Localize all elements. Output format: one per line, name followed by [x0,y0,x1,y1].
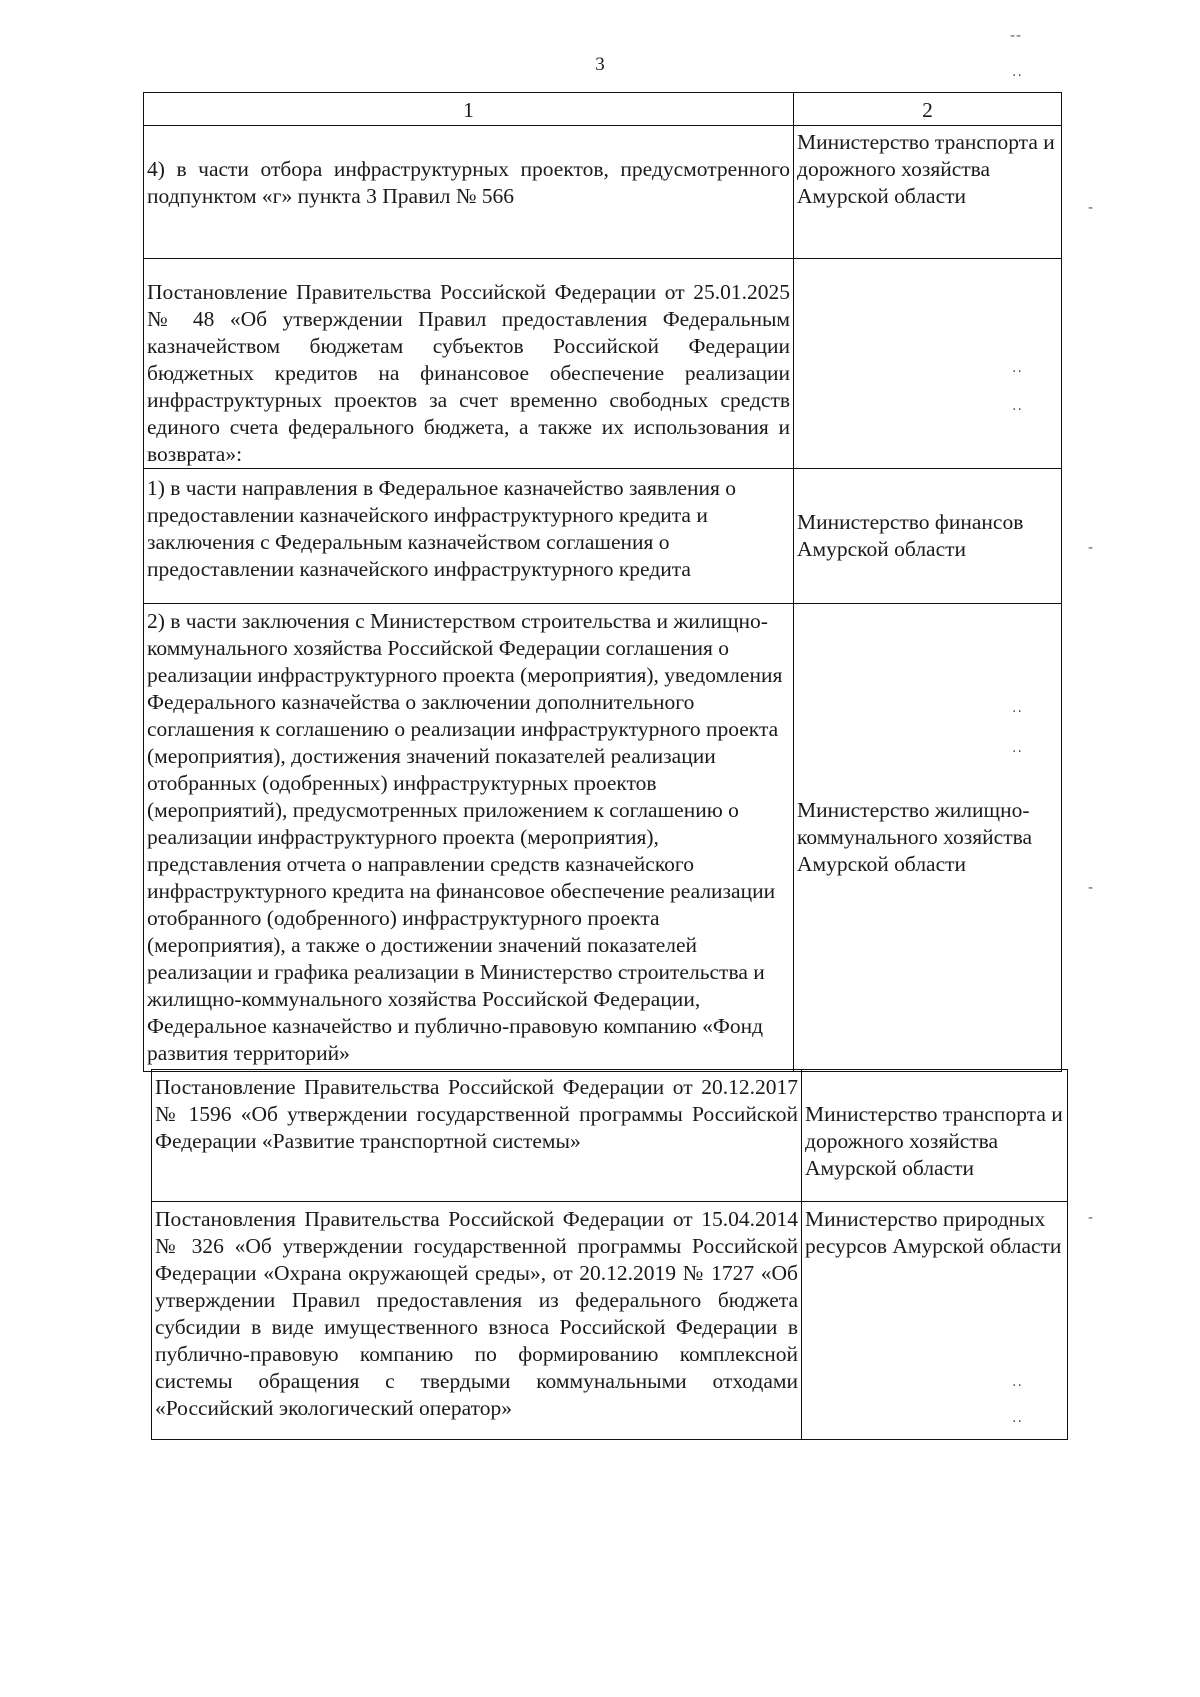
table-row [152,1202,1068,1440]
scan-speck: .. [1012,360,1023,376]
row-4-executor: Министерство жилищно-коммунального хозяйства Амурской области [794,604,1062,1072]
table-row [144,126,1062,259]
scan-speck: .. [1012,700,1023,716]
scan-speck: .. [1012,1410,1023,1426]
row-4-description: 2) в части заключения с Министерством строительства и жилищно-коммунального хозяйства Российской Федерации соглашения о реализации инфраструктурного проекта (мероприятия), уведомления Федерального казначейства о заключении дополнительного соглашения к соглашению о реализации инфраструктурного проекта (мероприятия), достижения значений показателей реализации отобранных (одобренных) инфраструктурных проектов (мероприятий), предусмотренных приложением к соглашению о реализации инфраструктурного проекта (мероприятия), представления отчета о направлении средств казначейского инфраструктурного кредита на финансовое обеспечение реализации отобранного (одобренного) инфраструктурного проекта (мероприятия), а также о достижении значений показателей реализации и графика реализации в Министерство строительства и жилищно-коммунального хозяйства Российской Федерации, Федеральное казначейство и публично-правовую компанию «Фонд развития территорий» [144,604,794,1072]
column-header-1: 1 [144,93,794,126]
table-header-row [144,93,1062,126]
row-3-executor: Министерство финансов Амурской области [794,469,1062,604]
document-table-upper [143,92,1062,1072]
table-row [144,259,1062,469]
row-5-description: Постановление Правительства Российской Федерации от 20.12.2017 № 1596 «Об утверждении государственной программы Российской Федерации «Развитие транспортной системы» [152,1070,802,1202]
table-row [144,604,1062,1072]
row-1-executor: Министерство транспорта и дорожного хозяйства Амурской области [794,126,1062,259]
row-3-description: 1) в части направления в Федеральное казначейство заявления о предоставлении казначейского инфраструктурного кредита и заключения с Федеральным казначейством соглашения о предоставлении казначейского инфраструктурного кредита [144,469,794,604]
scan-speck: - [1088,540,1095,556]
row-6-executor: Министерство природных ресурсов Амурской области [802,1202,1068,1440]
scan-speck: .. [1012,1374,1023,1390]
scan-speck: -- [1010,28,1023,44]
row-2-description: Постановление Правительства Российской Федерации от 25.01.2025 № 48 «Об утверждении Правил предоставления Федеральным казначейством бюджетам субъектов Российской Федерации бюджетных кредитов на финансовое обеспечение реализации инфраструктурных проектов за счет временно свободных средств единого счета федерального бюджета, а также их использования и возврата»: [144,259,794,469]
table-row [144,469,1062,604]
row-5-executor: Министерство транспорта и дорожного хозяйства Амурской области [802,1070,1068,1202]
scan-speck: - [1088,880,1095,896]
scan-speck: .. [1012,398,1023,414]
scan-speck: - [1088,200,1095,216]
column-header-2: 2 [794,93,1062,126]
table-row [152,1070,1068,1202]
scan-speck: .. [1012,64,1023,80]
row-6-description: Постановления Правительства Российской Федерации от 15.04.2014 № 326 «Об утверждении государственной программы Российской Федерации «Охрана окружающей среды», от 20.12.2019 № 1727 «Об утверждении Правил предоставления из федерального бюджета субсидии в виде имущественного взноса Российской Федерации в публично-правовую компанию по формированию комплексной системы обращения с твердыми коммунальными отходами «Российский экологический оператор» [152,1202,802,1440]
scan-speck: .. [1012,740,1023,756]
document-table-lower [151,1069,1068,1440]
row-1-description: 4) в части отбора инфраструктурных проектов, предусмотренного подпунктом «г» пункта 3 Правил № 566 [144,126,794,259]
scan-speck: - [1088,1210,1095,1226]
page-number: 3 [595,54,605,75]
